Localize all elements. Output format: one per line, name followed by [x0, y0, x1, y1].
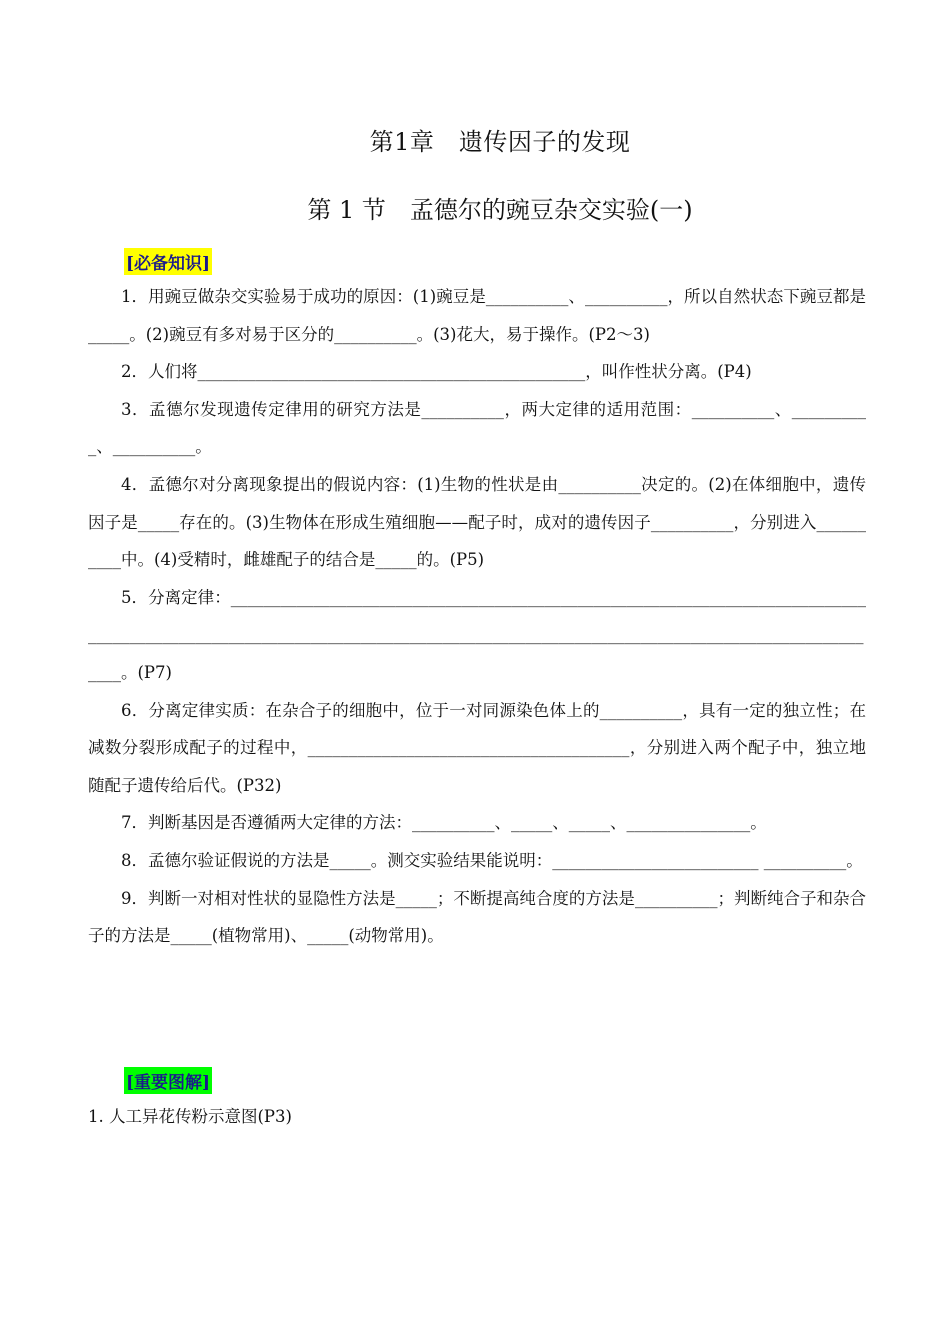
diagram-caption: 1. 人工异花传粉示意图(P3): [88, 1107, 292, 1126]
item-9: 9．判断一对相对性状的显隐性方法是_____；不断提高纯合度的方法是__________；判断纯合子和杂合子的方法是_____(植物常用)、_____(动物常用)。: [88, 888, 866, 946]
item-5: 5．分离定律：_______________________________________________________________________________________________________________________________________________________________________________。(P7): [88, 587, 866, 682]
chapter-title: 第1章 遗传因子的发现: [369, 128, 631, 156]
item-7: 7．判断基因是否遵循两大定律的方法：__________、_____、_____、_______________。: [121, 813, 767, 833]
item-2: 2．人们将_______________________________________________，叫作性状分离。(P4): [121, 362, 752, 382]
section-title: 第 1 节 孟德尔的豌豆杂交实验(一): [307, 196, 693, 224]
item-3: 3．孟德尔发现遗传定律用的研究方法是__________，两大定律的适用范围：__________、__________、__________。: [88, 399, 866, 457]
item-8: 8．孟德尔验证假说的方法是_____。测交实验结果能说明：_________________________ __________。: [121, 850, 863, 870]
knowledge-tag: [必备知识]: [124, 248, 212, 275]
item-6: 6．分离定律实质：在杂合子的细胞中，位于一对同源染色体上的__________，具有一定的独立性；在减数分裂形成配子的过程中，_______________________________________，分别进入两个配子中，独立地随配子遗传给后代。(P32): [88, 700, 866, 795]
knowledge-content: [88, 278, 866, 955]
item-1: 1．用豌豆做杂交实验易于成功的原因：(1)豌豆是__________、__________，所以自然状态下豌豆都是_____。(2)豌豆有多对易于区分的__________。(3)花大，易于操作。(P2～3): [88, 287, 866, 344]
diagrams-tag: [重要图解]: [124, 1067, 212, 1094]
item-4: 4．孟德尔对分离现象提出的假说内容：(1)生物的性状是由__________决定的。(2)在体细胞中，遗传因子是_____存在的。(3)生物体在形成生殖细胞——配子时，成对的遗传因子__________，分别进入__________中。(4)受精时，雌雄配子的结合是_____的。(P5): [88, 474, 866, 570]
